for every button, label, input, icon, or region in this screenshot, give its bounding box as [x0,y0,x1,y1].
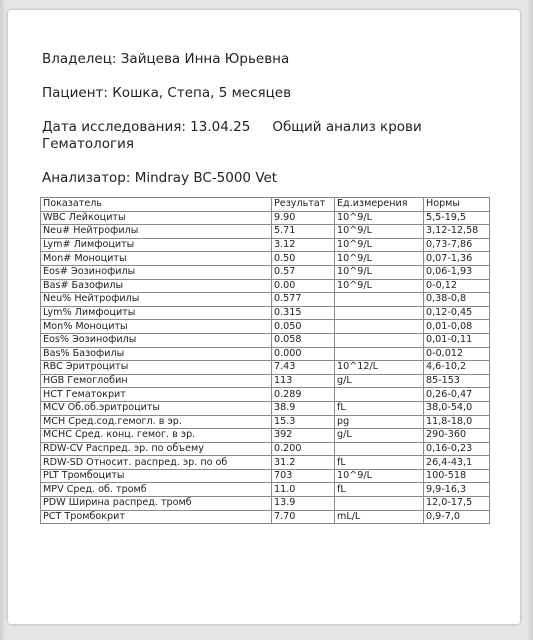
parameter-cell: Neu# Нейтрофилы [41,225,272,239]
unit-cell [335,497,424,511]
result-cell: 15.3 [272,415,335,429]
table-row [41,469,490,483]
parameter-cell: PLT Тромбоциты [41,469,272,483]
column-header: Показатель [41,198,272,212]
result-cell: 0.00 [272,279,335,293]
result-cell: 3.12 [272,238,335,252]
unit-cell [335,320,424,334]
result-cell: 11.0 [272,483,335,497]
table-row [41,306,490,320]
parameter-cell: Lym% Лимфоциты [41,306,272,320]
table-row [41,429,490,443]
norm-cell: 0,01-0,11 [424,333,490,347]
parameter-cell: RDW-SD Относит. распред. эр. по об [41,456,272,470]
norm-cell: 9,9-16,3 [424,483,490,497]
table-row [41,252,490,266]
table-row [41,211,490,225]
result-cell: 7.43 [272,361,335,375]
result-cell: 38.9 [272,401,335,415]
result-cell: 5.71 [272,225,335,239]
result-cell: 0.577 [272,293,335,307]
result-cell: 7.70 [272,510,335,524]
norm-cell: 0,01-0,08 [424,320,490,334]
table-row [41,320,490,334]
result-cell: 9.90 [272,211,335,225]
section-line: Гематология [42,136,134,152]
table-row [41,225,490,239]
parameter-cell: Mon# Моноциты [41,252,272,266]
unit-cell: 10^12/L [335,361,424,375]
column-header: Нормы [424,198,490,212]
norm-cell: 100-518 [424,469,490,483]
unit-cell [335,442,424,456]
norm-cell: 12,0-17,5 [424,497,490,511]
table-row [41,415,490,429]
parameter-cell: MCH Сред.сод.гемогл. в эр. [41,415,272,429]
result-cell: 0.200 [272,442,335,456]
table-row [41,265,490,279]
study-date: Дата исследования: 13.04.25 [42,119,251,135]
norm-cell: 0,73-7,86 [424,238,490,252]
test-name: Общий анализ крови [272,119,422,135]
table-row [41,347,490,361]
parameter-cell: HGB Гемоглобин [41,374,272,388]
unit-cell: 10^9/L [335,265,424,279]
unit-cell: 10^9/L [335,238,424,252]
date-line [42,119,422,136]
table-row [41,456,490,470]
norm-cell: 0,16-0,23 [424,442,490,456]
norm-cell: 0-0,012 [424,347,490,361]
norm-cell: 0,07-1,36 [424,252,490,266]
norm-cell: 11,8-18,0 [424,415,490,429]
column-header: Ед.измерения [335,198,424,212]
table-row [41,510,490,524]
norm-cell: 0-0,12 [424,279,490,293]
parameter-cell: RDW-CV Распред. эр. по объему [41,442,272,456]
table-row [41,497,490,511]
unit-cell: 10^9/L [335,211,424,225]
table-row [41,442,490,456]
analyzer-line: Анализатор: Mindray BC-5000 Vet [42,170,278,186]
result-cell: 703 [272,469,335,483]
parameter-cell: MCV Об.об.эритроциты [41,401,272,415]
table-row [41,333,490,347]
norm-cell: 26,4-43,1 [424,456,490,470]
norm-cell: 5,5-19,5 [424,211,490,225]
parameter-cell: RBC Эритроциты [41,361,272,375]
norm-cell: 0,38-0,8 [424,293,490,307]
table-row [41,293,490,307]
result-cell: 13.9 [272,497,335,511]
unit-cell [335,306,424,320]
table-row [41,401,490,415]
unit-cell: g/L [335,429,424,443]
result-cell: 113 [272,374,335,388]
result-cell: 0.57 [272,265,335,279]
parameter-cell: PDW Ширина распред. тромб [41,497,272,511]
table-row [41,483,490,497]
patient-line: Пациент: Кошка, Степа, 5 месяцев [42,85,292,101]
parameter-cell: MCHC Сред. конц. гемог. в эр. [41,429,272,443]
unit-cell: g/L [335,374,424,388]
result-cell: 0.050 [272,320,335,334]
unit-cell: mL/L [335,510,424,524]
result-cell: 0.000 [272,347,335,361]
norm-cell: 85-153 [424,374,490,388]
parameter-cell: Bas# Базофилы [41,279,272,293]
parameter-cell: HCT Гематокрит [41,388,272,402]
table-row [41,388,490,402]
result-cell: 0.058 [272,333,335,347]
parameter-cell: Lym# Лимфоциты [41,238,272,252]
norm-cell: 290-360 [424,429,490,443]
unit-cell [335,333,424,347]
parameter-cell: Eos% Эозинофилы [41,333,272,347]
parameter-cell: PCT Тромбокрит [41,510,272,524]
unit-cell: 10^9/L [335,252,424,266]
parameter-cell: Mon% Моноциты [41,320,272,334]
unit-cell: 10^9/L [335,469,424,483]
unit-cell: fL [335,483,424,497]
result-cell: 0.315 [272,306,335,320]
unit-cell: 10^9/L [335,279,424,293]
unit-cell: fL [335,401,424,415]
table-row [41,361,490,375]
norm-cell: 0,9-7,0 [424,510,490,524]
norm-cell: 0,06-1,93 [424,265,490,279]
result-cell: 392 [272,429,335,443]
norm-cell: 0,12-0,45 [424,306,490,320]
norm-cell: 0,26-0,47 [424,388,490,402]
unit-cell [335,388,424,402]
unit-cell [335,293,424,307]
unit-cell: pg [335,415,424,429]
unit-cell: fL [335,456,424,470]
result-cell: 0.50 [272,252,335,266]
table-row [41,238,490,252]
parameter-cell: Bas% Базофилы [41,347,272,361]
owner-line: Владелец: Зайцева Инна Юрьевна [42,51,290,67]
column-header: Результат [272,198,335,212]
norm-cell: 38,0-54,0 [424,401,490,415]
parameter-cell: WBC Лейкоциты [41,211,272,225]
parameter-cell: MPV Сред. об. тромб [41,483,272,497]
parameter-cell: Eos# Эозинофилы [41,265,272,279]
norm-cell: 4,6-10,2 [424,361,490,375]
table-header-row [41,198,490,212]
table-row [41,279,490,293]
result-cell: 0.289 [272,388,335,402]
table-row [41,374,490,388]
unit-cell: 10^9/L [335,225,424,239]
result-cell: 31.2 [272,456,335,470]
unit-cell [335,347,424,361]
parameter-cell: Neu% Нейтрофилы [41,293,272,307]
norm-cell: 3,12-12,58 [424,225,490,239]
blood-test-table [40,197,490,524]
